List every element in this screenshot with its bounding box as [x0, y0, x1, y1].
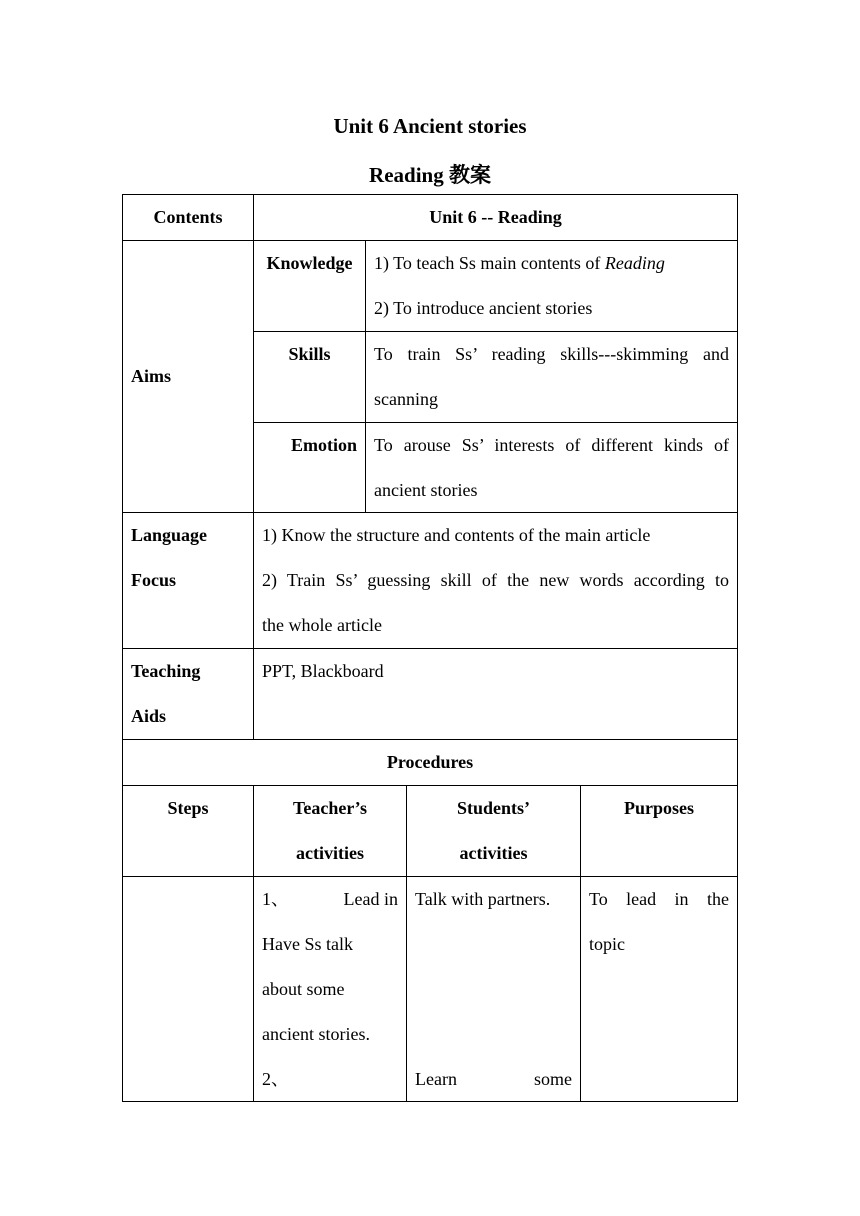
language-line2: 2) Train Ss’ guessing skill of the new words according to: [262, 570, 729, 590]
lesson-plan-table: [122, 194, 738, 1102]
steps-label: Steps: [167, 798, 209, 818]
teacher-activities-body-cell: [253, 876, 407, 1102]
contents-value-cell: [253, 194, 738, 241]
aims-label-cell: [122, 240, 254, 513]
procedures-label: Procedures: [386, 752, 474, 772]
teacher-line-2: Have Ss talk: [262, 934, 353, 954]
teaching-aids-label-cell: [122, 648, 254, 740]
document-title: Unit 6 Ancient stories: [333, 114, 527, 138]
knowledge-line1-text: 1) To teach Ss main contents of: [374, 253, 605, 273]
purpose-line-2: topic: [589, 934, 625, 954]
teacher-step1-number: 1、: [262, 889, 289, 909]
language-focus-label-cell: [122, 512, 254, 649]
skills-line1: To train Ss’ reading skills---skimming and: [374, 344, 729, 364]
aids-label-1: Teaching: [131, 661, 201, 681]
students-activities-body-cell: [406, 876, 581, 1102]
aids-value: PPT, Blackboard: [262, 661, 384, 681]
aids-label-2: Aids: [131, 706, 167, 726]
language-line1: 1) Know the structure and contents of the main article: [262, 525, 651, 545]
purpose-word-1: To: [589, 889, 608, 909]
language-line3: the whole article: [262, 615, 382, 635]
purpose-word-4: the: [706, 889, 729, 909]
students-label-1: Students’: [456, 798, 531, 818]
emotion-line1: To arouse Ss’ interests of different kinds of: [374, 435, 729, 455]
teacher-label-1: Teacher’s: [293, 798, 367, 818]
knowledge-label: Knowledge: [266, 253, 353, 273]
purpose-word-3: in: [674, 889, 689, 909]
teacher-label-2: activities: [296, 843, 364, 863]
purpose-word-2: lead: [626, 889, 657, 909]
language-focus-value-cell: [253, 512, 738, 649]
aims-label: Aims: [131, 366, 171, 386]
teacher-step2-number: 2、: [262, 1069, 289, 1089]
knowledge-line2: 2) To introduce ancient stories: [374, 298, 593, 318]
skills-label-cell: [253, 331, 366, 423]
contents-value: Unit 6 -- Reading: [429, 207, 562, 227]
teaching-aids-value-cell: [253, 648, 738, 740]
skills-value-cell: [365, 331, 738, 423]
knowledge-line1-italic: Reading: [604, 253, 665, 273]
emotion-label: Emotion: [290, 435, 357, 455]
emotion-line2: ancient stories: [374, 480, 478, 500]
procedures-header-cell: [122, 739, 738, 786]
purposes-label: Purposes: [623, 798, 694, 818]
teacher-activities-header-cell: [253, 785, 407, 877]
students-line-5b: some: [534, 1069, 572, 1089]
purposes-header-cell: [580, 785, 738, 877]
emotion-value-cell: [365, 422, 738, 513]
teacher-step1-title: Lead in: [343, 889, 398, 909]
knowledge-label-cell: [253, 240, 366, 332]
skills-line2: scanning: [374, 389, 438, 409]
language-label-2: Focus: [131, 570, 176, 590]
contents-label-cell: [122, 194, 254, 241]
steps-header-cell: [122, 785, 254, 877]
students-line-5a: Learn: [415, 1069, 457, 1089]
steps-body-cell: [122, 876, 254, 1102]
purposes-body-cell: [580, 876, 738, 1102]
students-activities-header-cell: [406, 785, 581, 877]
document-subtitle: Reading 教案: [369, 163, 491, 187]
students-line-1: Talk with partners.: [415, 889, 551, 909]
language-label-1: Language: [131, 525, 208, 545]
emotion-label-cell: [253, 422, 366, 513]
knowledge-value-cell: [365, 240, 738, 332]
teacher-line-3: about some: [262, 979, 345, 999]
skills-label: Skills: [288, 344, 331, 364]
students-label-2: activities: [459, 843, 528, 863]
teacher-line-4: ancient stories.: [262, 1024, 370, 1044]
contents-label: Contents: [153, 207, 223, 227]
